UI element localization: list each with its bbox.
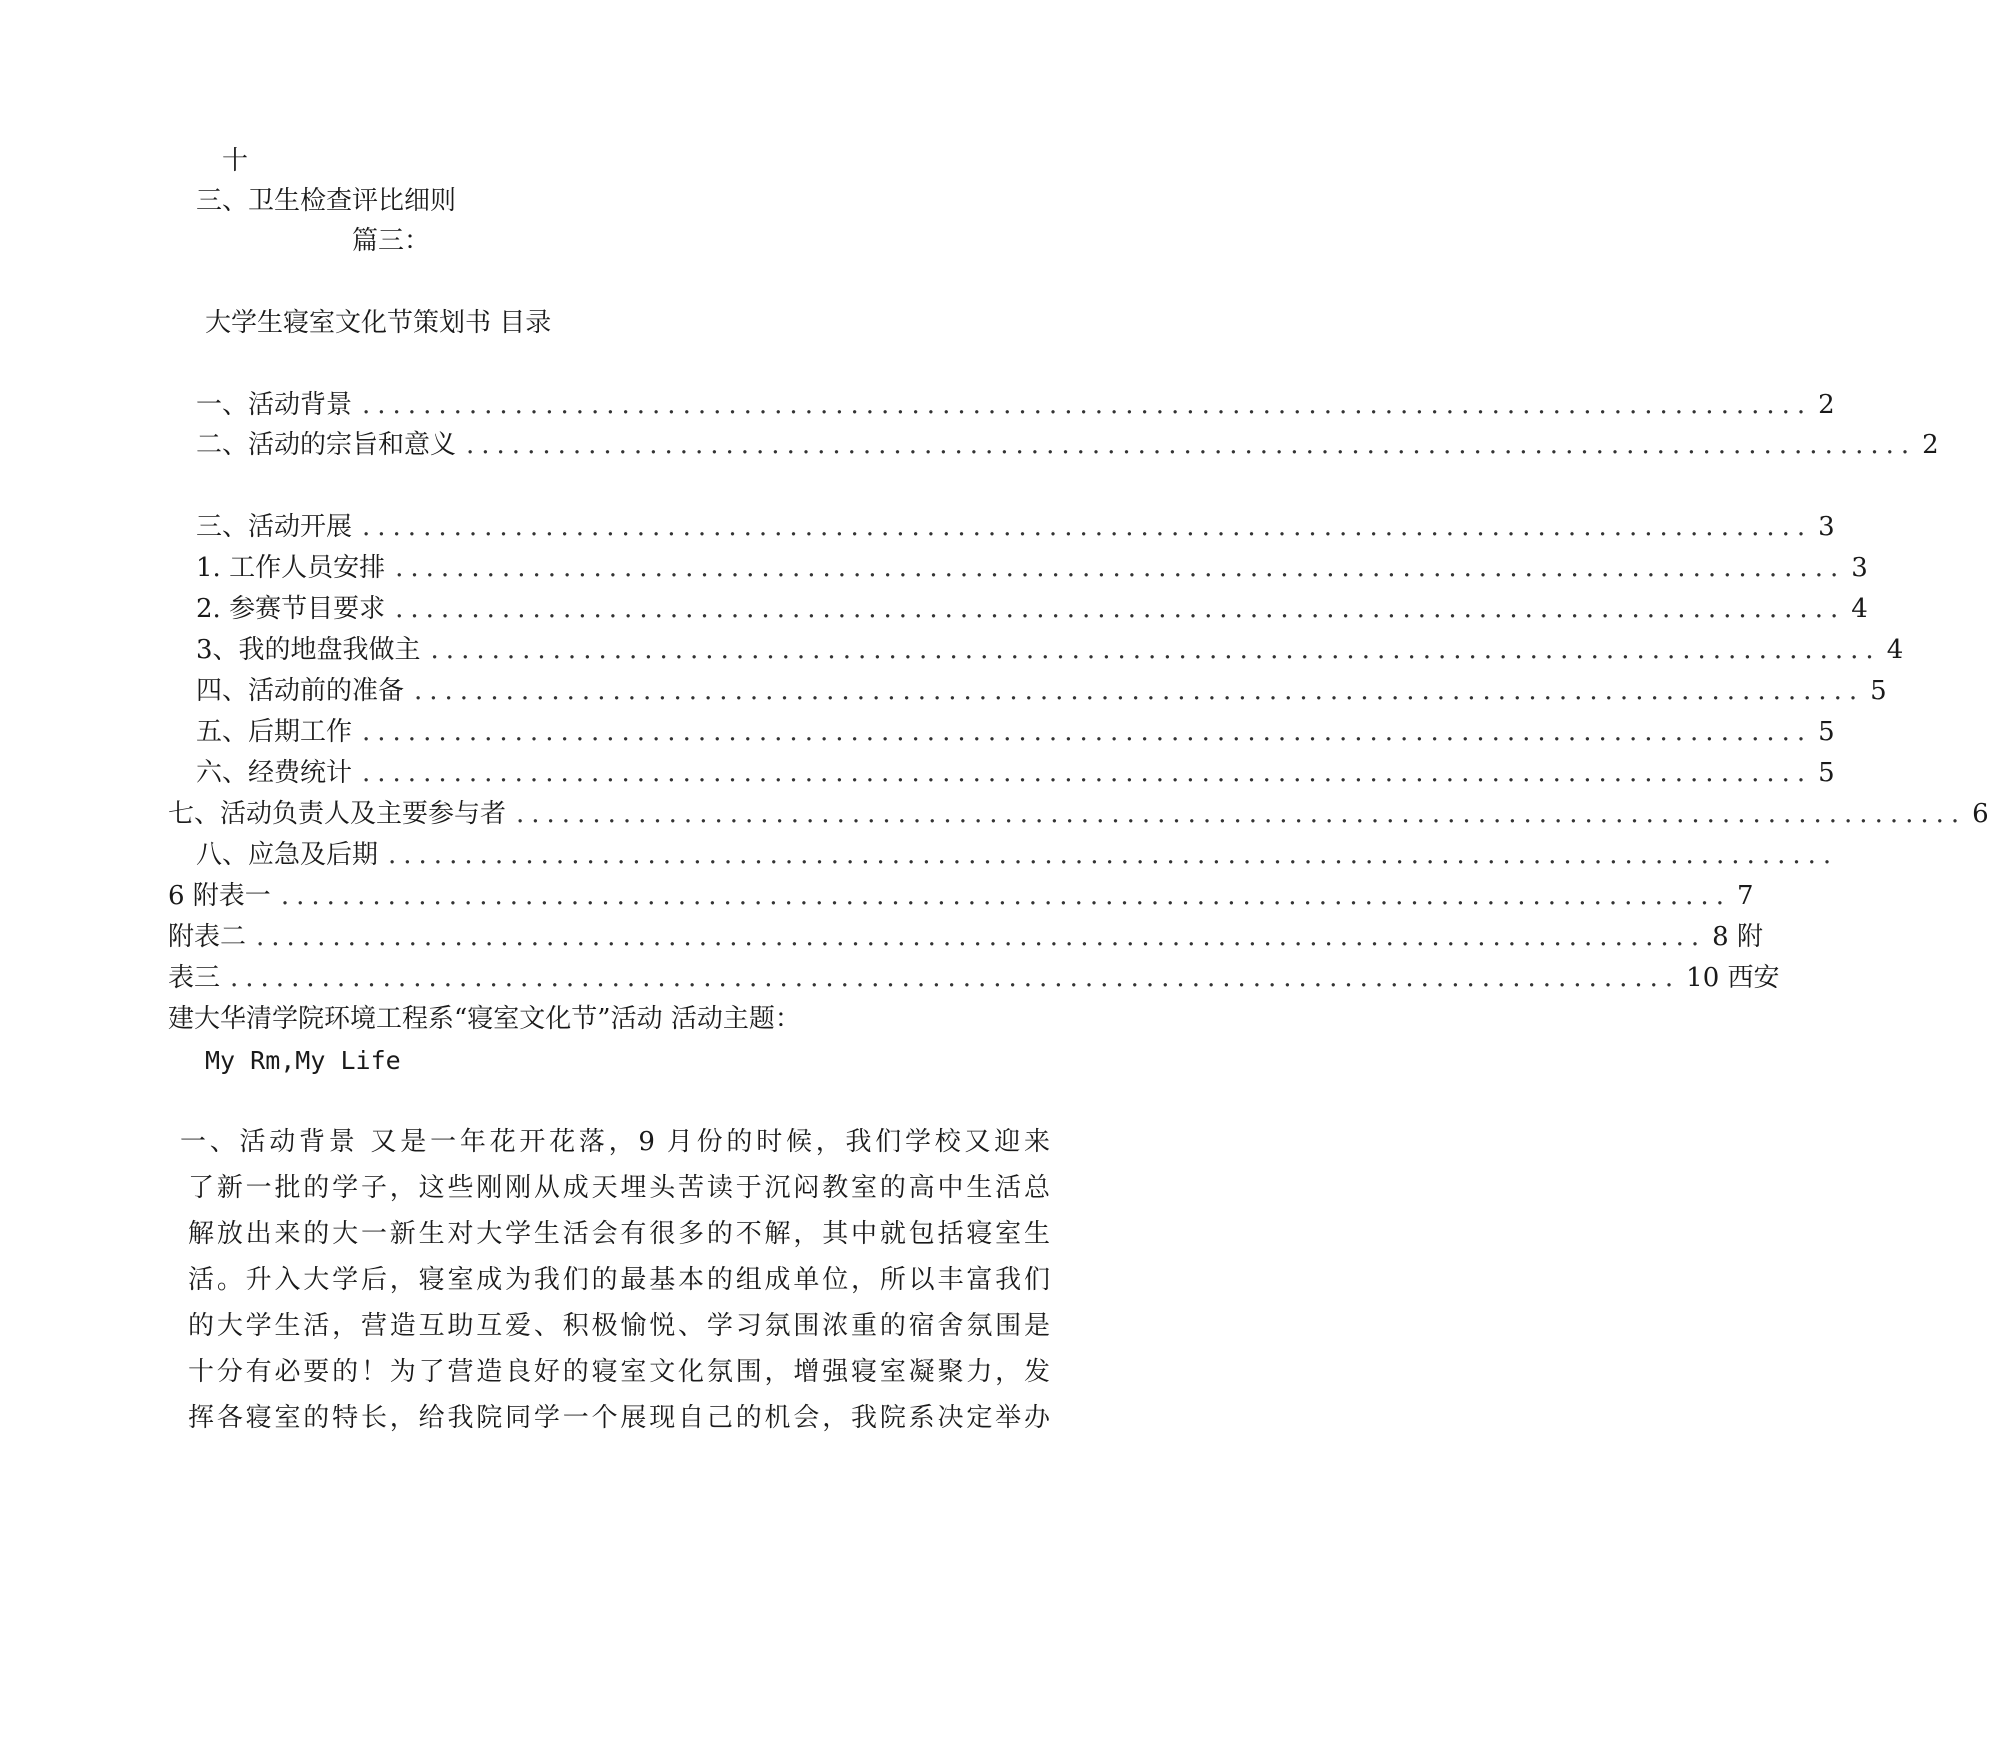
toc-page: 10 西安 bbox=[1686, 963, 1780, 993]
toc-entry bbox=[196, 388, 1835, 422]
paragraph-line: 解放出来的大一新生对大学生活会有很多的不解，其中就包括寝室生 bbox=[188, 1219, 1050, 1249]
paragraph-line: 十分有必要的！为了营造良好的寝室文化氛围，增强寝室凝聚力，发 bbox=[188, 1357, 1050, 1387]
toc-page: 4 bbox=[1851, 594, 1868, 624]
toc-leader: ............................................................................................... bbox=[414, 676, 1865, 706]
toc-entry bbox=[196, 756, 1835, 790]
toc-label: 2. 参赛节目要求 bbox=[196, 594, 386, 624]
toc-page: 2 bbox=[1922, 430, 1939, 460]
toc-leader: ............................................................................................... bbox=[466, 430, 1917, 460]
toc-page: 3 bbox=[1818, 512, 1835, 542]
toc-label: 三、活动开展 bbox=[196, 512, 353, 542]
toc-leader: ............................................................................................... bbox=[362, 512, 1813, 542]
toc-label: 四、活动前的准备 bbox=[196, 676, 405, 706]
part-three-title: 篇三： bbox=[352, 226, 431, 256]
toc-page: 6 bbox=[1972, 799, 1989, 829]
paragraph-line: 的大学生活，营造互助互爱、积极愉悦、学习氛围浓重的宿舍氛围是 bbox=[188, 1311, 1050, 1341]
toc-leader: ............................................................................................... bbox=[388, 840, 1839, 870]
toc-label: 3、我的地盘我做主 bbox=[196, 635, 421, 665]
toc-entry bbox=[196, 428, 1939, 462]
toc-page: 7 bbox=[1736, 881, 1754, 911]
toc-label: 附表二 bbox=[168, 922, 247, 952]
toc-label: 1. 工作人员安排 bbox=[196, 553, 386, 583]
toc-entry bbox=[168, 920, 1763, 954]
toc-leader: ............................................................................................... bbox=[395, 594, 1846, 624]
toc-leader: ............................................................................................... bbox=[362, 717, 1813, 747]
paragraph-line: 了新一批的学子，这些刚刚从成天埋头苦读于沉闷教室的高中生活总 bbox=[188, 1173, 1050, 1203]
document-title: 大学生寝室文化节策划书 目录 bbox=[205, 308, 552, 338]
toc-page: 5 bbox=[1870, 676, 1887, 706]
toc-page: 3 bbox=[1851, 553, 1868, 583]
toc-label: 八、应急及后期 bbox=[196, 840, 379, 870]
toc-entry bbox=[196, 838, 1839, 872]
paragraph-line: 活。升入大学后，寝室成为我们的最基本的组成单位，所以丰富我们 bbox=[188, 1265, 1050, 1295]
toc-entry bbox=[196, 551, 1868, 585]
toc-leader: ............................................................................................... bbox=[362, 758, 1813, 788]
toc-entry bbox=[196, 715, 1835, 749]
toc-leader: ............................................................................................... bbox=[230, 963, 1681, 993]
toc-page: 5 bbox=[1818, 717, 1835, 747]
toc-label: 六、经费统计 bbox=[196, 758, 353, 788]
toc-entry bbox=[196, 592, 1868, 626]
toc-entry bbox=[168, 879, 1754, 913]
toc-entry bbox=[196, 674, 1887, 708]
toc-entry bbox=[168, 961, 1780, 995]
toc-page: 4 bbox=[1886, 635, 1904, 665]
numeral-ten: 十 bbox=[222, 146, 249, 176]
toc-leader: ............................................................................................... bbox=[516, 799, 1967, 829]
toc-label: 五、后期工作 bbox=[196, 717, 353, 747]
toc-page: 5 bbox=[1818, 758, 1835, 788]
toc-entry bbox=[196, 510, 1835, 544]
toc-page: 8 附 bbox=[1712, 922, 1763, 952]
toc-entry bbox=[168, 797, 1989, 831]
event-title-line: 建大华清学院环境工程系“寝室文化节”活动 活动主题： bbox=[168, 1004, 801, 1034]
toc-label: 表三 bbox=[168, 963, 221, 993]
toc-label: 6 附表一 bbox=[168, 881, 271, 911]
toc-label: 七、活动负责人及主要参与者 bbox=[168, 799, 507, 829]
paragraph-line: 挥各寝室的特长，给我院同学一个展现自己的机会，我院系决定举办 bbox=[188, 1403, 1050, 1433]
paragraph-line: 一、活动背景 又是一年花开花落，9 月份的时候，我们学校又迎来 bbox=[180, 1127, 1050, 1157]
toc-leader: ............................................................................................... bbox=[280, 881, 1731, 911]
section-hygiene-rules: 三、卫生检查评比细则 bbox=[196, 186, 457, 216]
toc-entry bbox=[196, 633, 1904, 667]
event-theme: My Rm,My Life bbox=[205, 1046, 401, 1075]
toc-page: 2 bbox=[1818, 390, 1835, 420]
toc-leader: ............................................................................................... bbox=[256, 922, 1707, 952]
toc-label: 一、活动背景 bbox=[196, 390, 353, 420]
toc-leader: ............................................................................................... bbox=[362, 390, 1813, 420]
toc-leader: ............................................................................................... bbox=[395, 553, 1846, 583]
toc-leader: ............................................................................................... bbox=[430, 635, 1881, 665]
toc-label: 二、活动的宗旨和意义 bbox=[196, 430, 457, 460]
